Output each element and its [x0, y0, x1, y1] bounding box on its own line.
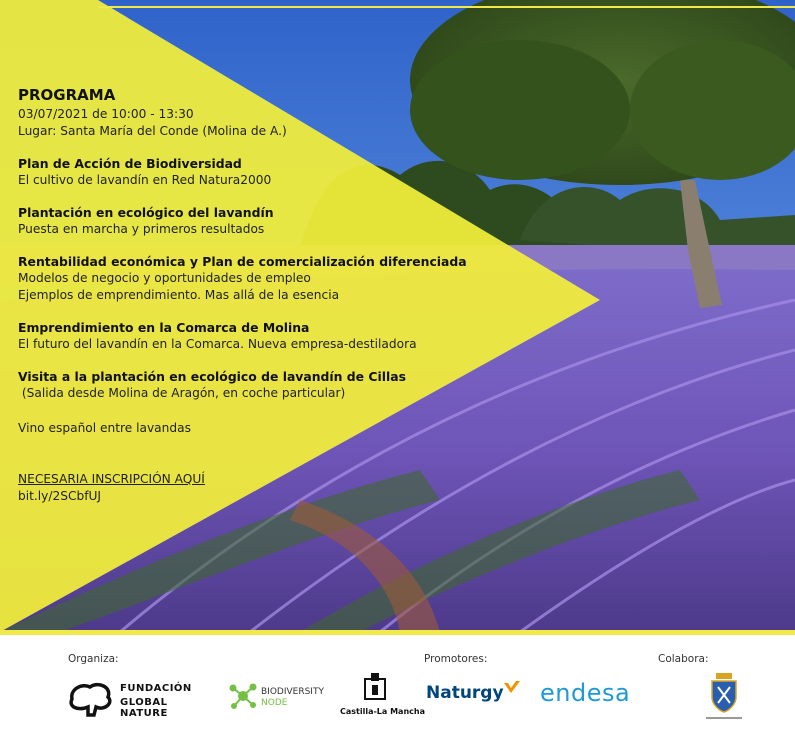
naturgy-mark-icon	[502, 679, 522, 697]
section-profitability	[18, 253, 578, 304]
fundacion-line1: FUNDACIÓN	[120, 683, 192, 694]
program-date: 03/07/2021 de 10:00 - 13:30	[18, 107, 194, 121]
tree-icon	[68, 681, 114, 717]
section-line: (Salida desde Molina de Aragón, en coche particular)	[18, 386, 346, 400]
fundacion-line2: GLOBAL NATURE	[120, 697, 168, 719]
section-visit	[18, 368, 578, 402]
promotores-label: Promotores:	[424, 653, 488, 665]
section-line: Modelos de negocio y oportunidades de empleo	[18, 271, 311, 285]
naturgy-text: Naturgy	[426, 683, 504, 703]
castle-icon	[362, 671, 388, 701]
section-line: El futuro del lavandín en la Comarca. Nueva empresa-destiladora	[18, 337, 417, 351]
endesa-text: endesa	[540, 679, 631, 707]
biodiversity-line1: BIODIVERSITY	[261, 687, 324, 697]
biodiversity-line2: NODE	[261, 698, 288, 708]
section-line: El cultivo de lavandín en Red Natura2000	[18, 173, 272, 187]
program-title: PROGRAMA	[18, 86, 116, 104]
castilla-text: Castilla-La Mancha	[340, 707, 425, 716]
section-line: Ejemplos de emprendimiento. Mas allá de la esencia	[18, 288, 340, 302]
closing	[18, 420, 578, 437]
organiza-label: Organiza:	[68, 653, 119, 665]
coat-caption-rule	[706, 717, 742, 719]
closing-text: Vino español entre lavandas	[18, 421, 191, 435]
naturgy-logo	[426, 683, 526, 713]
registration	[18, 471, 578, 505]
section-heading: Emprendimiento en la Comarca de Molina	[18, 320, 310, 335]
coat-of-arms-icon	[708, 673, 740, 713]
section-heading: Visita a la plantación en ecológico de lavandín de Cillas	[18, 369, 406, 384]
program-text	[18, 86, 578, 505]
section-plantation	[18, 204, 578, 238]
biodiversity-node-logo	[228, 679, 338, 719]
top-rule	[98, 6, 795, 8]
section-entrepreneurship	[18, 319, 578, 353]
section-heading: Plan de Acción de Biodiversidad	[18, 156, 242, 171]
node-icon	[228, 681, 258, 711]
section-biodiversity	[18, 155, 578, 189]
program-place: Lugar: Santa María del Conde (Molina de A.)	[18, 124, 287, 138]
colabora-label: Colabora:	[658, 653, 709, 665]
sponsors-footer	[0, 635, 795, 737]
section-line: Puesta en marcha y primeros resultados	[18, 222, 265, 236]
registration-url[interactable]: bit.ly/2SCbfUJ	[18, 489, 102, 503]
section-heading: Plantación en ecológico del lavandín	[18, 205, 274, 220]
castilla-la-mancha-logo	[340, 671, 425, 727]
endesa-logo	[540, 679, 650, 713]
molina-coat-of-arms-logo	[704, 673, 744, 725]
section-heading: Rentabilidad económica y Plan de comercialización diferenciada	[18, 254, 467, 269]
registration-link[interactable]: NECESARIA INSCRIPCIÓN AQUÍ	[18, 472, 205, 486]
fundacion-global-nature-logo	[68, 679, 218, 719]
